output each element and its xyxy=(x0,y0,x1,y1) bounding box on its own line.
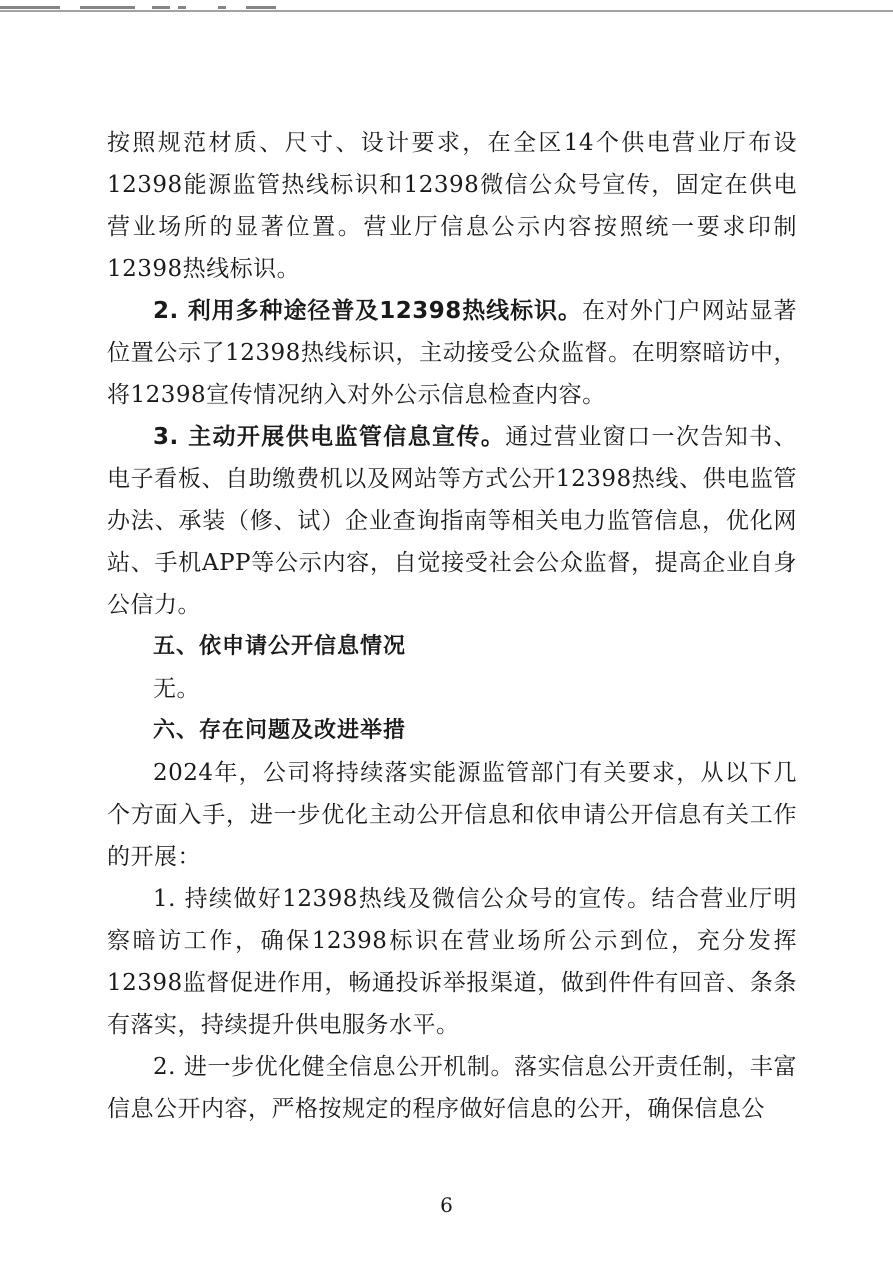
scan-edge-marks xyxy=(0,6,893,12)
paragraph-item-2: 2. 进一步优化健全信息公开机制。落实信息公开责任制，丰富信息公开内容，严格按规定的程序做好信息的公开，确保信息公 xyxy=(107,1054,797,1122)
section-heading-6: 六、存在问题及改进举措 xyxy=(153,718,407,743)
paragraph-2024-plan: 2024年，公司将持续落实能源监管部门有关要求，从以下几个方面入手，进一步优化主动公开信息和依申请公开信息有关工作的开展： xyxy=(107,760,797,870)
paragraph-none: 无。 xyxy=(153,676,200,702)
paragraph-lead: 3. 主动开展供电监管信息宣传。 xyxy=(153,424,506,450)
paragraph-body: 在对外门户网站显著位置公示了12398热线标识，主动接受公众监督。在明察暗访中，将12398宣传情况纳入对外公示信息检查内容。 xyxy=(107,298,798,408)
paragraph-item-1: 1. 持续做好12398热线及微信公众号的宣传。结合营业厅明察暗访工作，确保12398标识在营业场所公示到位，充分发挥12398监督促进作用，畅通投诉举报渠道，做到件件有回音、条条有落实，持续提升供电服务水平。 xyxy=(107,886,797,1038)
page-number: 6 xyxy=(440,1193,453,1217)
section-heading-5: 五、依申请公开信息情况 xyxy=(153,634,407,659)
paragraph-lead: 2. 利用多种途径普及12398热线标识。 xyxy=(153,298,582,324)
paragraph-supervision-info xyxy=(107,416,797,626)
paragraph-body: 通过营业窗口一次告知书、电子看板、自助缴费机以及网站等方式公开12398热线、供电监管办法、承装（修、试）企业查询指南等相关电力监管信息，优化网站、手机APP等公示内容，自觉接受社会公众监督，提高企业自身公信力。 xyxy=(107,424,798,618)
paragraph-hotline-promotion xyxy=(107,290,797,416)
paragraph-signage: 按照规范材质、尺寸、设计要求，在全区14个供电营业厅布设12398能源监管热线标识和12398微信公众号宣传，固定在供电营业场所的显著位置。营业厅信息公示内容按照统一要求印制12398热线标识。 xyxy=(107,130,797,282)
document-body xyxy=(107,122,797,1130)
